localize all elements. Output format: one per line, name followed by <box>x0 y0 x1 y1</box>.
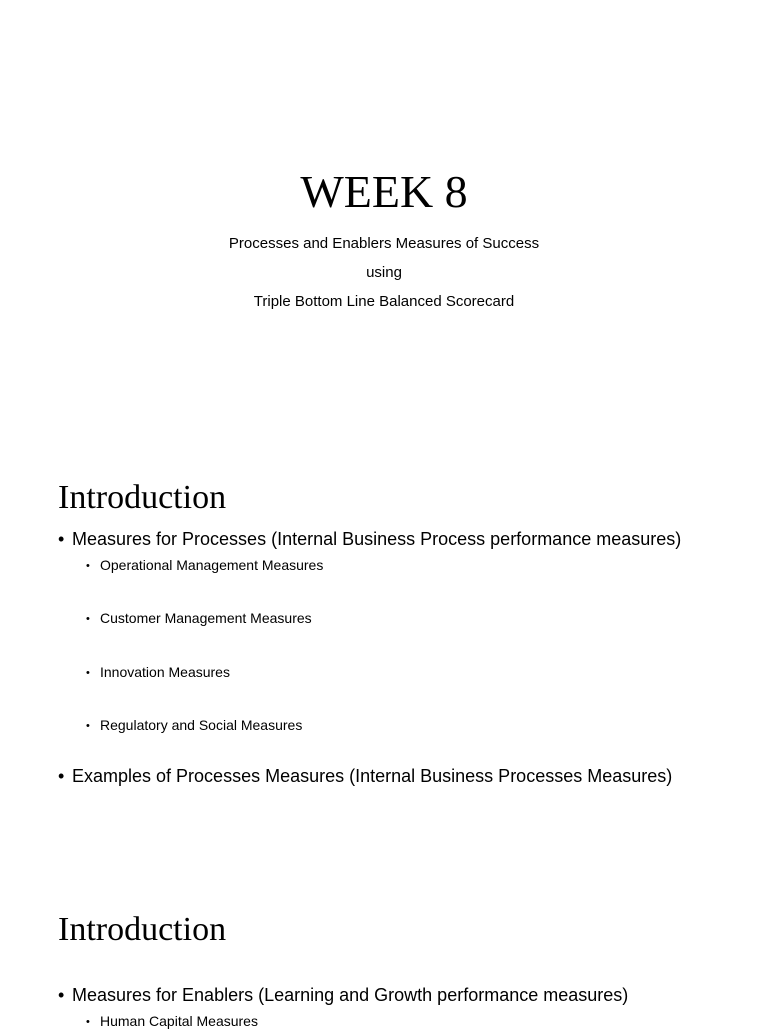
introduction-slide-enablers <box>0 864 768 1029</box>
slide-heading: Introduction <box>58 911 227 948</box>
title-slide <box>0 0 768 432</box>
sub-bullet-item <box>86 663 230 682</box>
bullet-text: Measures for Enablers (Learning and Growth performance measures) <box>72 985 629 1005</box>
slide-title: WEEK 8 <box>300 166 468 217</box>
bullet-dot-icon: • <box>86 1016 90 1028</box>
bullet-item <box>58 765 672 787</box>
sub-bullet-text: Regulatory and Social Measures <box>100 717 303 733</box>
bullet-dot-icon: • <box>58 529 65 549</box>
bullet-text: Examples of Processes Measures (Internal Business Processes Measures) <box>72 766 673 786</box>
bullet-dot-icon: • <box>86 613 90 625</box>
bullet-dot-icon: • <box>58 985 65 1005</box>
bullet-dot-icon: • <box>58 766 65 786</box>
bullet-item <box>58 984 628 1006</box>
sub-bullet-item <box>86 556 323 575</box>
subtitle-line: using <box>366 264 402 281</box>
sub-bullet-item <box>86 716 302 735</box>
sub-bullet-text: Operational Management Measures <box>100 557 324 573</box>
slide-subtitle <box>0 229 768 316</box>
subtitle-line: Triple Bottom Line Balanced Scorecard <box>253 293 515 310</box>
sub-bullet-text: Innovation Measures <box>100 664 230 680</box>
sub-bullet-item <box>86 609 312 628</box>
slide-heading: Introduction <box>58 479 227 516</box>
bullet-dot-icon: • <box>86 720 90 732</box>
subtitle-line: Processes and Enablers Measures of Success <box>228 235 540 252</box>
sub-bullet-item <box>86 1012 258 1031</box>
bullet-dot-icon: • <box>86 667 90 679</box>
sub-bullet-text: Customer Management Measures <box>100 610 312 626</box>
introduction-slide-processes <box>0 432 768 864</box>
bullet-text: Measures for Processes (Internal Business Process performance measures) <box>72 529 682 549</box>
bullet-item <box>58 528 681 550</box>
bullet-dot-icon: • <box>86 560 90 572</box>
sub-bullet-text: Human Capital Measures <box>100 1013 258 1029</box>
